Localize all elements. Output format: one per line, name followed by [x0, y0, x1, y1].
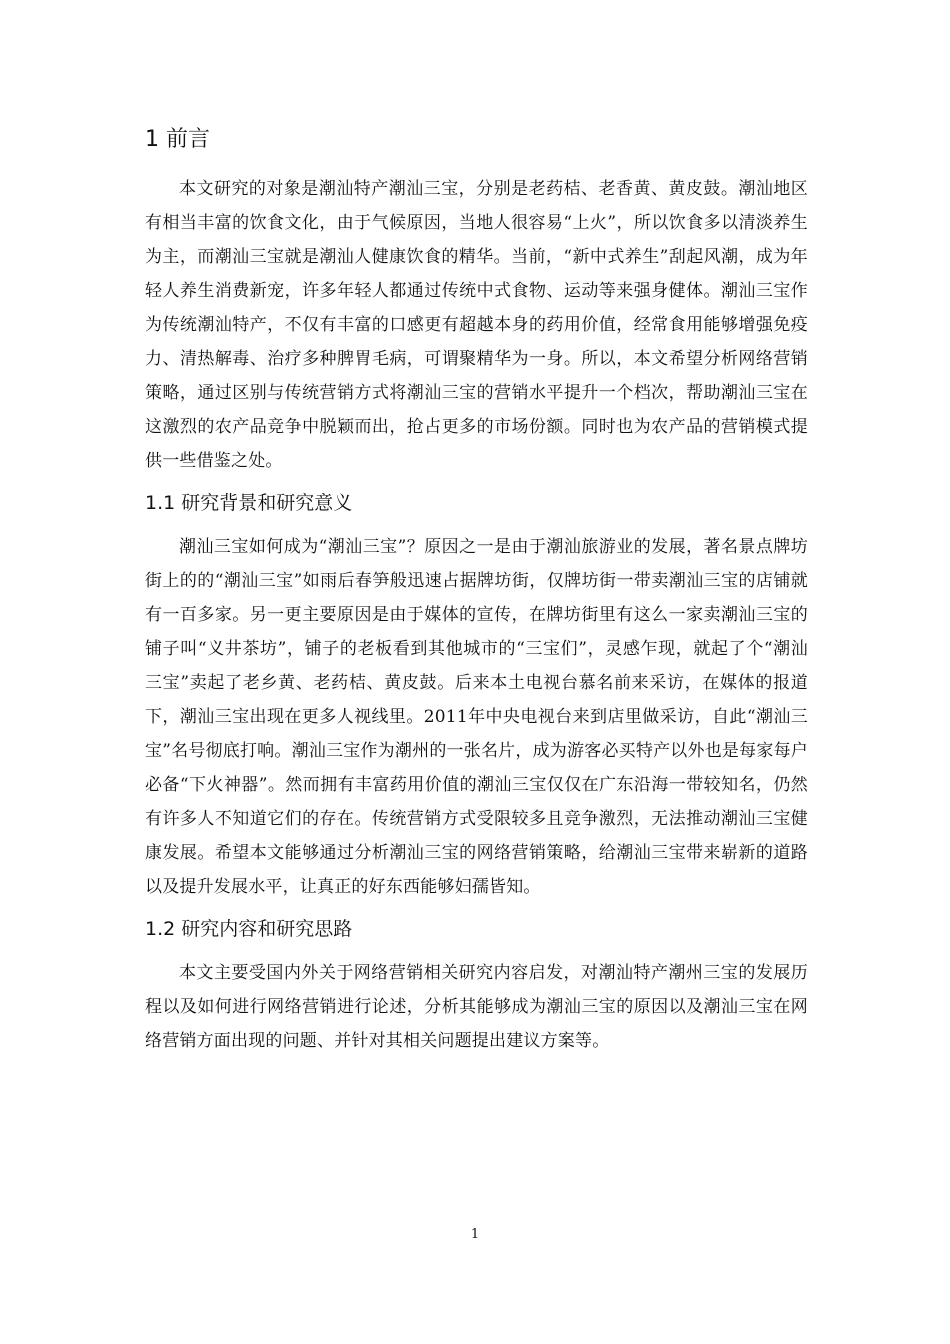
content-paragraph: 本文主要受国内外关于网络营销相关研究内容启发，对潮汕特产潮州三宝的发展历程以及如何进行网络营销进行论述，分析其能够成为潮汕三宝的原因以及潮汕三宝在网络营销方面出现的问题、并针对其相关问题提出建议方案等。	[145, 963, 808, 1051]
page-content	[145, 118, 808, 1058]
page-number: 1	[470, 1227, 480, 1242]
subsection-heading-background: 1.1 研究背景和研究意义	[145, 492, 353, 514]
intro-paragraph: 本文研究的对象是潮汕特产潮汕三宝，分别是老药桔、老香黄、黄皮鼓。潮汕地区有相当丰富的饮食文化，由于气候原因，当地人很容易“上火”，所以饮食多以清淡养生为主，而潮汕三宝就是潮汕人健康饮食的精华。当前，“新中式养生”刮起风潮，成为年轻人养生消费新宠，许多年轻人都通过传统中式食物、运动等来强身健体。潮汕三宝作为传统潮汕特产，不仅有丰富的口感更有超越本身的药用价值，经常食用能够增强免疫力、清热解毒、治疗多种脾胃毛病，可谓聚精华为一身。所以，本文希望分析网络营销策略，通过区别与传统营销方式将潮汕三宝的营销水平提升一个档次，帮助潮汕三宝在这激烈的农产品竞争中脱颖而出，抢占更多的市场份额。同时也为农产品的营销模式提供一些借鉴之处。	[145, 179, 808, 471]
background-paragraph: 潮汕三宝如何成为“潮汕三宝”？原因之一是由于潮汕旅游业的发展，著名景点牌坊街上的的“潮汕三宝”如雨后春笋般迅速占据牌坊街，仅牌坊街一带卖潮汕三宝的店铺就有一百多家。另一更主要原因是由于媒体的宣传，在牌坊街里有这么一家卖潮汕三宝的铺子叫“义井茶坊”，铺子的老板看到其他城市的“三宝们”，灵感乍现，就起了个“潮汕三宝”卖起了老乡黄、老药桔、黄皮鼓。后来本土电视台慕名前来采访，在媒体的报道下，潮汕三宝出现在更多人视线里。2011年中央电视台来到店里做采访，自此“潮汕三宝”名号彻底打响。潮汕三宝作为潮州的一张名片，成为游客必买特产以外也是每家每户必备“下火神器”。然而拥有丰富药用价值的潮汕三宝仅仅在广东沿海一带较知名，仍然有许多人不知道它们的存在。传统营销方式受限较多且竞争激烈，无法推动潮汕三宝健康发展。希望本文能够通过分析潮汕三宝的网络营销策略，给潮汕三宝带来崭新的道路以及提升发展水平，让真正的好东西能够妇孺皆知。	[145, 537, 808, 897]
section-heading-preface: 1 前言	[145, 127, 210, 152]
subsection-heading-content: 1.2 研究内容和研究思路	[145, 918, 353, 940]
